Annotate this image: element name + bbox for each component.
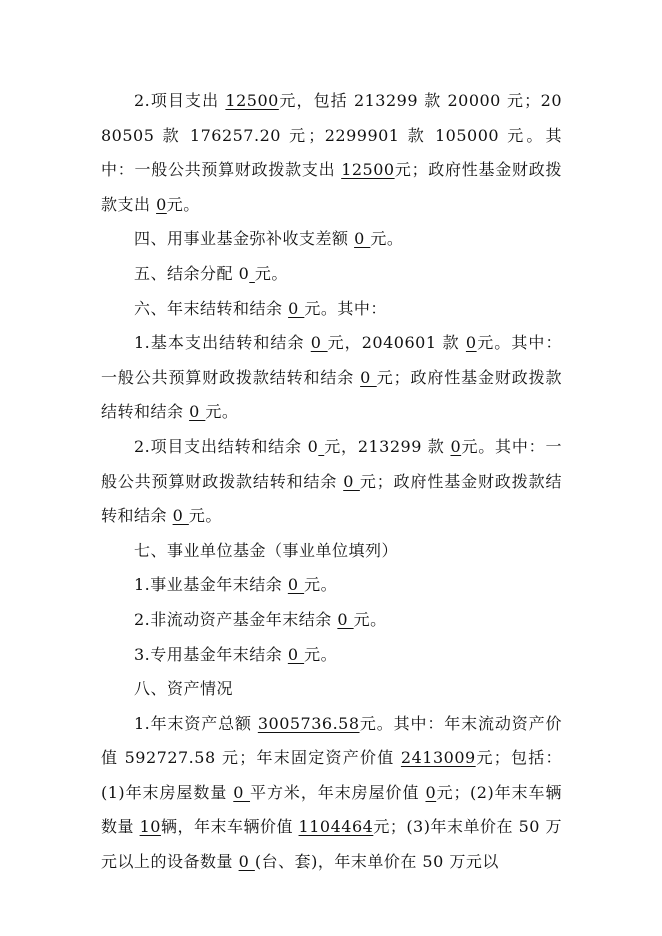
text-segment: 2.项目支出结转和结余 0 <box>134 436 319 456</box>
text-segment: 3.专用基金年末结余 <box>134 644 288 664</box>
text-segment: 元。 <box>304 575 338 595</box>
text-segment: 元。 <box>166 194 200 214</box>
p-basic-carryover <box>101 326 562 430</box>
underlined-value: 0 <box>354 229 371 249</box>
text-segment: 元，213299 款 <box>324 436 451 456</box>
text-segment: 元；(2)年末车辆数量 <box>101 782 562 837</box>
text-segment: 平方米，年末房屋价值 <box>250 782 426 802</box>
underlined-value: 0 <box>450 436 462 456</box>
p-career-fund <box>101 568 562 603</box>
underlined-value: 1104464 <box>298 817 374 837</box>
p-section-4 <box>101 222 562 257</box>
underlined-value: 0 <box>337 609 354 629</box>
text-segment: 辆，年末车辆价值 <box>160 817 299 837</box>
p-section-7 <box>101 534 562 569</box>
text-segment: 元；包括：(1)年末房屋数量 <box>101 748 562 802</box>
text-segment: 1.事业基金年末结余 <box>134 575 288 595</box>
underlined-value: 0 <box>156 194 167 214</box>
text-segment: 元。 <box>205 402 239 422</box>
text-segment: 五、结余分配 0 <box>134 263 250 283</box>
text-segment: 1.年末资产总额 <box>134 713 258 733</box>
text-segment: 元。 <box>353 609 387 629</box>
underlined-value: 0 <box>189 402 206 422</box>
underlined-value: 0 <box>233 782 251 802</box>
text-segment: 2.项目支出 <box>134 91 226 110</box>
underlined-value: 0 <box>425 782 437 802</box>
p-project-expense <box>101 84 562 222</box>
p-special-fund <box>101 638 562 673</box>
text-segment: 元。 <box>370 229 404 249</box>
underlined-value: 0 <box>287 575 305 595</box>
underlined-value: 3005736.58 <box>257 713 360 733</box>
text-segment: 八、资产情况 <box>134 679 234 699</box>
text-segment: 六、年末结转和结余 <box>134 298 289 318</box>
underlined-value: 10 <box>139 817 161 837</box>
underlined-value: 0 <box>360 367 377 387</box>
text-segment: 元。其中： <box>304 298 387 318</box>
underlined-value: 0 <box>288 298 305 318</box>
text-segment: 元。其中：年末流动资产价值 592727.58 元；年末固定资产价值 <box>101 713 562 768</box>
text-segment: 元，包括 213299 款 20000 元；2080505 款 176257.20 元；2299901 款 105000 元。其中：一般公共预算财政拨款支出 <box>101 91 562 180</box>
p-noncurrent-fund <box>101 603 562 638</box>
text-segment: 元。其中：一般公共预算财政拨款结转和结余 <box>101 333 563 387</box>
underlined-value: 0 <box>287 644 305 664</box>
text-segment: 元；政府性基金财政拨款支出 <box>101 160 562 214</box>
p-section-5 <box>101 257 562 292</box>
text-segment: 元。其中：一般公共预算财政拨款结转和结余 <box>101 436 562 491</box>
p-project-carryover <box>101 430 562 534</box>
text-segment: 元。 <box>304 644 338 664</box>
text-segment: 七、事业单位基金（事业单位填列） <box>134 540 399 560</box>
p-section-8 <box>101 672 562 707</box>
p-assets <box>101 707 562 880</box>
text-segment: (台、套)，年末单价在 50 万元以 <box>254 852 499 872</box>
underlined-value: 0 <box>238 852 255 872</box>
text-segment: 1.基本支出结转和结余 <box>134 333 311 353</box>
text-segment: 元。 <box>254 263 288 283</box>
text-segment: 元，2040601 款 <box>327 333 466 353</box>
underlined-value: 2413009 <box>400 748 476 768</box>
text-segment: 元；(3)年末单价在 50 万元以上的设备数量 <box>101 817 563 872</box>
text-segment: 元；政府性基金财政拨款结转和结余 <box>101 471 562 526</box>
underlined-value: 0 <box>172 506 189 526</box>
underlined-value: 0 <box>310 333 328 353</box>
p-section-6 <box>101 292 562 327</box>
underlined-value: 0 <box>465 333 477 353</box>
text-segment: 四、用事业基金弥补收支差额 <box>134 229 355 249</box>
text-segment: 元；政府性基金财政拨款结转和结余 <box>101 367 562 422</box>
underlined-value: 12500 <box>225 91 279 110</box>
underlined-value: 0 <box>343 471 360 491</box>
text-segment: 元。 <box>188 506 222 526</box>
text-segment: 2.非流动资产基金年末结余 <box>134 609 338 629</box>
underlined-value: 12500 <box>341 160 395 180</box>
